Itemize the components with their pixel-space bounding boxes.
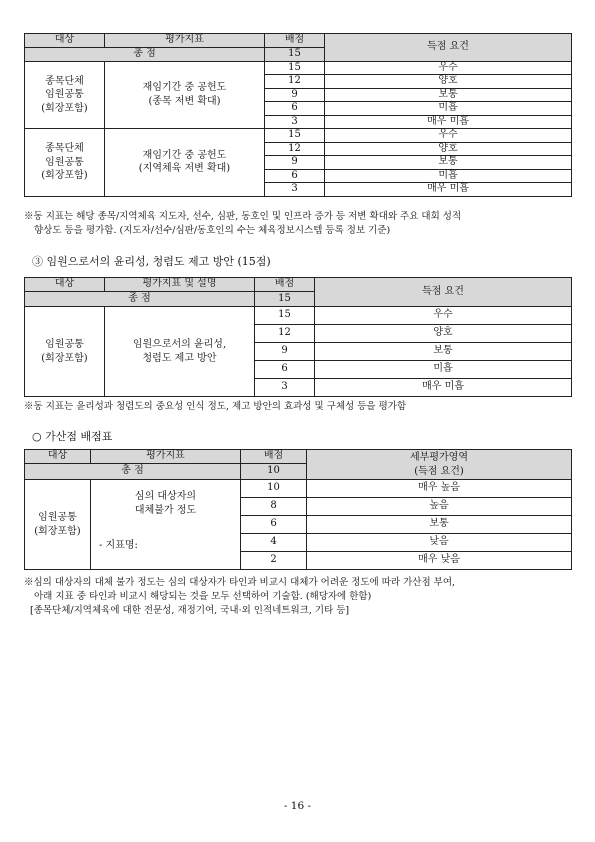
table-ethics xyxy=(24,277,572,397)
score-cell: 6 xyxy=(241,516,307,534)
requirement-cell: 양호 xyxy=(325,75,572,89)
target-line: (회장포함) xyxy=(41,102,88,114)
requirement-cell: 보통 xyxy=(325,156,572,170)
requirement-cell: 보통 xyxy=(307,516,572,534)
total-score: 10 xyxy=(241,464,307,480)
ethics-target xyxy=(25,307,105,397)
table2-note: ※동 지표는 윤리성과 청렴도의 중요성 인식 정도, 제고 방안의 효과성 및 구체성 등을 평가함 xyxy=(24,401,407,412)
indicator-line: 심의 대상자의 xyxy=(134,491,197,502)
group2-indicator xyxy=(105,129,265,197)
requirement-cell: 매우 높음 xyxy=(307,480,572,498)
page-number: - 16 - xyxy=(283,800,312,812)
target-line: (회장포함) xyxy=(41,170,88,181)
score-cell: 12 xyxy=(265,142,325,156)
note-line: [종목단체/지역체육에 대한 전문성, 재정기여, 국내·외 인적네트워크, 기타 등] xyxy=(30,605,350,616)
requirement-cell: 보통 xyxy=(325,88,572,102)
score-cell: 12 xyxy=(255,325,315,343)
header-target: 대상 xyxy=(25,278,105,292)
group1-target xyxy=(25,61,105,129)
requirement-cell: 매우 낮음 xyxy=(307,552,572,570)
requirement-cell: 미흡 xyxy=(325,169,572,183)
target-line: 임원공통 xyxy=(45,156,84,168)
score-cell: 3 xyxy=(265,183,325,197)
note-line: 향상도 등을 평가함. (지도자/선수/심판/동호인의 수는 체육정보시스템 등록 정보 기준) xyxy=(34,225,391,236)
score-cell: 9 xyxy=(255,343,315,361)
total-score: 15 xyxy=(265,47,325,61)
group2-target xyxy=(25,129,105,197)
bonus-target xyxy=(25,480,91,570)
header-indicator: 평가지표 및 설명 xyxy=(105,278,255,292)
header-requirement: 득점 요건 xyxy=(325,34,572,62)
requirement-cell: 매우 미흡 xyxy=(325,183,572,197)
note-line: ※동 지표는 해당 종목/지역체육 지도자, 선수, 심판, 동호인 및 인프라 증가 등 저변 확대와 주요 대회 성적 xyxy=(24,211,462,222)
target-line: (회장포함) xyxy=(41,352,88,364)
score-cell: 6 xyxy=(265,102,325,116)
score-cell: 3 xyxy=(265,115,325,129)
target-line: 종목단체 xyxy=(45,143,84,154)
total-score: 15 xyxy=(255,292,315,307)
indicator-line: (종목 저변 확대) xyxy=(148,95,221,107)
score-cell: 9 xyxy=(265,156,325,170)
score-cell: 4 xyxy=(241,534,307,552)
indicator-line: 대체불가 정도 xyxy=(134,504,197,516)
requirement-cell: 미흡 xyxy=(325,102,572,116)
header-requirement-line: (득점 요건) xyxy=(414,465,464,477)
requirement-cell: 미흡 xyxy=(315,361,572,379)
header-score: 배점 xyxy=(255,278,315,292)
requirement-cell: 보통 xyxy=(315,343,572,361)
table3-note xyxy=(24,576,455,618)
table-bonus xyxy=(24,449,572,570)
requirement-cell: 우수 xyxy=(315,307,572,325)
table1-note xyxy=(24,210,461,238)
indicator-name-field: - 지표명: xyxy=(99,540,138,551)
section3-title: ③ 임원으로서의 윤리성, 청렴도 제고 방안 (15점) xyxy=(32,255,271,268)
score-cell: 2 xyxy=(241,552,307,570)
header-target: 대상 xyxy=(25,450,91,464)
header-indicator: 평가지표 xyxy=(105,34,265,48)
table-contribution xyxy=(24,33,572,197)
indicator-line: 임원으로서의 윤리성, xyxy=(132,339,227,350)
requirement-cell: 매우 미흡 xyxy=(325,115,572,129)
header-target: 대상 xyxy=(25,34,105,48)
header-score: 배점 xyxy=(241,450,307,464)
total-label: 총 점 xyxy=(25,464,241,480)
target-line: 임원공통 xyxy=(45,339,84,350)
score-cell: 10 xyxy=(241,480,307,498)
score-cell: 3 xyxy=(255,379,315,397)
score-cell: 15 xyxy=(265,129,325,143)
score-cell: 15 xyxy=(255,307,315,325)
group1-indicator xyxy=(105,61,265,129)
score-cell: 12 xyxy=(265,75,325,89)
total-label: 총 점 xyxy=(25,47,265,61)
requirement-cell: 양호 xyxy=(325,142,572,156)
indicator-line: 청렴도 제고 방안 xyxy=(142,352,217,364)
score-cell: 8 xyxy=(241,498,307,516)
requirement-cell: 양호 xyxy=(315,325,572,343)
header-indicator: 평가지표 xyxy=(91,450,241,464)
header-requirement xyxy=(307,450,572,480)
score-cell: 6 xyxy=(265,169,325,183)
requirement-cell: 낮음 xyxy=(307,534,572,552)
total-label: 종 점 xyxy=(25,292,255,307)
score-cell: 15 xyxy=(265,61,325,75)
target-line: 임원공통 xyxy=(38,512,77,523)
score-cell: 6 xyxy=(255,361,315,379)
indicator-line: (지역체육 저변 확대) xyxy=(138,163,231,175)
indicator-line: 재임기간 중 공헌도 xyxy=(142,149,227,161)
requirement-cell: 우수 xyxy=(325,61,572,75)
requirement-cell: 매우 미흡 xyxy=(315,379,572,397)
target-line: 종목단체 xyxy=(45,75,84,87)
bonus-title: ○ 가산점 배점표 xyxy=(32,430,113,443)
bonus-indicator xyxy=(91,480,241,570)
header-requirement-line: 세부평가영역 xyxy=(410,452,468,463)
target-line: (회장포함) xyxy=(34,525,81,537)
indicator-line: 재임기간 중 공헌도 xyxy=(142,82,227,94)
target-line: 임원공통 xyxy=(45,89,84,100)
score-cell: 9 xyxy=(265,88,325,102)
header-requirement: 득점 요건 xyxy=(315,278,572,307)
requirement-cell: 우수 xyxy=(325,129,572,143)
note-line: ※심의 대상자의 대체 불가 정도는 심의 대상자가 타인과 비교시 대체가 어려운 정도에 따라 가산점 부여, xyxy=(24,577,456,588)
ethics-indicator xyxy=(105,307,255,397)
note-line: 아래 지표 중 타인과 비교시 해당되는 것을 모두 선택하여 기술함. (해당자에 한함) xyxy=(34,591,372,602)
requirement-cell: 높음 xyxy=(307,498,572,516)
header-score: 배점 xyxy=(265,34,325,48)
